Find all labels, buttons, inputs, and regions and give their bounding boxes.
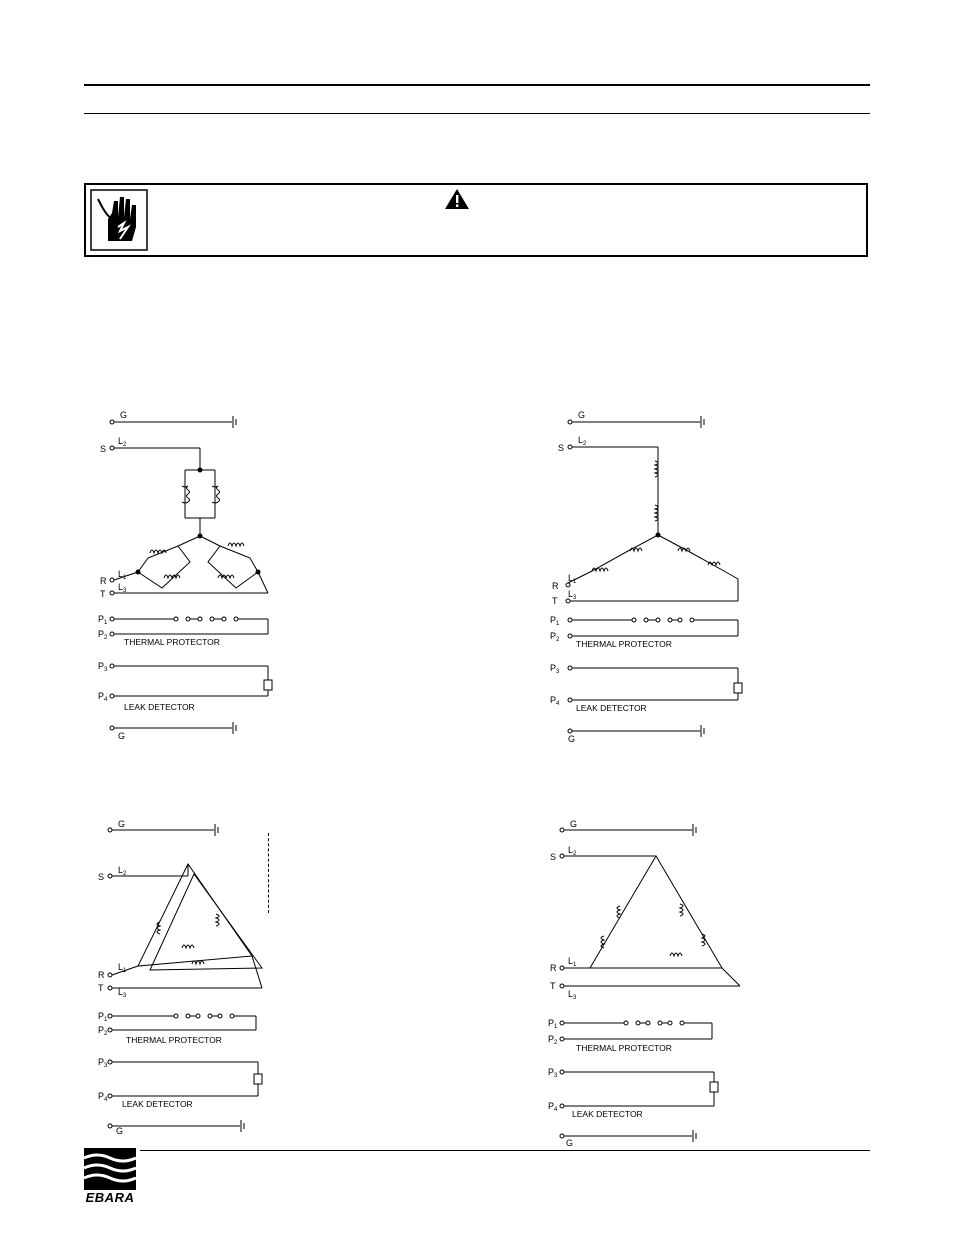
r-label: R [100,576,107,586]
svg-text:R: R [552,581,559,591]
svg-text:P4: $P_4$ [98,691,108,703]
header-rule-top [84,84,870,86]
svg-text:L2: $L_2$ [578,435,587,447]
svg-text:L3: $L_3$ [118,987,127,999]
svg-text:L3: $L_3$ [118,582,127,594]
p4-label: P [98,691,105,701]
svg-text:P3: $P_3$ [98,661,108,673]
svg-text:P3: $P_3$ [548,1067,558,1079]
svg-text:P2: $P_2$ [548,1034,558,1046]
svg-text:P1: $P_1$ [550,615,560,627]
svg-text:T: T [552,596,558,606]
thermal-protector-label: THERMAL PROTECTOR [124,637,220,647]
svg-text:P4: $P_4$ [548,1101,558,1113]
svg-text:THERMAL PROTECTOR: THERMAL PROTECTOR [576,1043,672,1053]
svg-text:P1: $P_1$ [98,1011,108,1023]
svg-text:S: S [558,443,565,453]
header-rule-bottom [84,113,870,114]
leak-detector-label: LEAK DETECTOR [124,702,195,712]
svg-text:P1: $P_1$ [548,1018,558,1030]
svg-text:G: G [570,819,578,829]
ebara-logo-text: EBARA [85,1190,135,1205]
t-label: T [100,589,106,599]
svg-text:L2: $L_2$ [568,845,577,857]
svg-text:P4: $P_4$ [550,695,560,707]
ground-label: G [120,410,128,420]
svg-text:L3: $L_3$ [568,589,577,601]
electric-shock-hand-icon [90,189,148,251]
svg-text:R: R [550,963,557,973]
p2-label: P [98,629,105,639]
s-label: S [100,444,107,454]
p1-label: P [98,614,105,624]
svg-text:L2: $L_2$ [118,865,127,877]
svg-text:P2: $P_2$ [98,629,108,641]
svg-text:L2: $L_2$ [118,436,127,448]
svg-text:L1: $L_1$ [568,573,577,585]
svg-text:L1: $L_1$ [118,962,127,974]
svg-text:P3: $P_3$ [98,1057,108,1069]
svg-text:P4: $P_4$ [98,1091,108,1103]
warning-box [84,183,868,257]
svg-text:S: S [98,872,105,882]
svg-text:L3: $L_3$ [568,989,577,1001]
svg-text:R: R [98,970,105,980]
wiring-diagram-2 [548,405,758,750]
svg-text:S: S [550,852,557,862]
svg-text:G: G [566,1138,574,1148]
svg-text:P3: $P_3$ [550,663,560,675]
svg-text:G: G [116,1126,124,1136]
svg-text:LEAK DETECTOR: LEAK DETECTOR [576,703,647,713]
svg-text:L1: $L_1$ [568,956,577,968]
ground-label-bottom: G [118,731,126,741]
svg-text:P1: $P_1$ [98,614,108,626]
l2-label: L [118,436,124,446]
svg-text:T: T [98,983,104,993]
wiring-diagram-4 [540,818,760,1153]
footer-rule [140,1150,870,1151]
svg-text:THERMAL PROTECTOR: THERMAL PROTECTOR [126,1035,222,1045]
wiring-diagram-3 [90,818,280,1138]
svg-text:T: T [550,981,556,991]
p3-label: P [98,661,105,671]
wiring-diagram-1 [90,400,290,750]
svg-text:LEAK DETECTOR: LEAK DETECTOR [572,1109,643,1119]
svg-text:L1: $L_1$ [118,569,127,581]
svg-text:G: G [118,819,126,829]
svg-text:G: G [568,734,576,744]
svg-text:P2: $P_2$ [550,631,560,643]
svg-text:LEAK DETECTOR: LEAK DETECTOR [122,1099,193,1109]
svg-text:THERMAL PROTECTOR: THERMAL PROTECTOR [576,639,672,649]
svg-text:G: G [578,410,586,420]
warning-triangle-icon [444,188,470,210]
svg-text:P2: $P_2$ [98,1025,108,1037]
